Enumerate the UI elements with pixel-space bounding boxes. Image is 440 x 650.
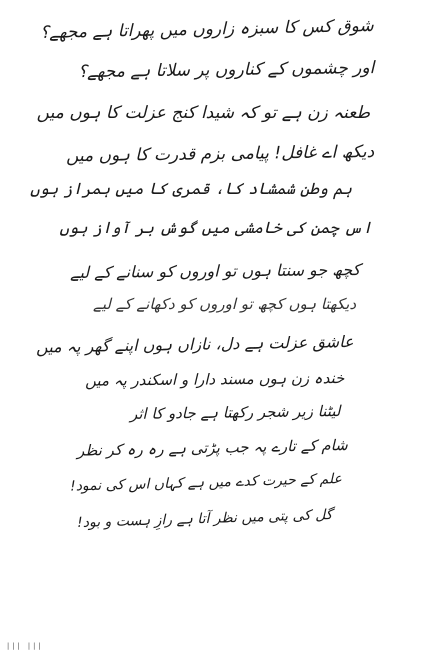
poem-line: لیٹنا زیر شجر رکھتا ہے جادو کا اثر (129, 402, 341, 423)
poem-line: ہم وطن شمشاد کا، قمری کا میں ہمراز ہوں (30, 179, 352, 198)
page-edge-mark: ||| ||| (6, 642, 43, 650)
poem-line: طعنہ زن ہے تو کہ شیدا کنج عزلت کا ہوں میں (36, 103, 370, 123)
poem-line: علم کے حیرت کدے میں ہے کہاں اس کی نمود! (70, 471, 343, 495)
poem-line: شوق کس کا سبزہ زاروں میں پھراتا ہے مجھے؟ (40, 16, 375, 43)
poem-line: دیکھتا ہوں کچھ تو اوروں کو دکھانے کے لیے (93, 295, 356, 313)
poem-line: عاشق عزلت ہے دل، نازاں ہوں اپنے گھر پہ میں (36, 332, 355, 357)
poem-line: دیکھ اے غافل! پیامی بزم قدرت کا ہوں میں (65, 142, 375, 167)
poem-line: خندہ زن ہوں مسند دارا و اسکندر پہ میں (84, 369, 345, 390)
poem-line: اس چمن کی خامشی میں گوش بر آواز ہوں (59, 218, 372, 237)
poem-line: کچھ جو سنتا ہوں تو اوروں کو سنانے کے لیے (69, 260, 361, 283)
poem-line: گل کی پتی میں نظر آتا ہے رازِ ہست و بود! (76, 507, 333, 532)
poem-line: شام کے تارے پہ جب پڑتی ہے رہ رہ کر نظر (77, 436, 349, 460)
poem-line: اور چشموں کے کناروں پر سلاتا ہے مجھے؟ (77, 58, 375, 83)
